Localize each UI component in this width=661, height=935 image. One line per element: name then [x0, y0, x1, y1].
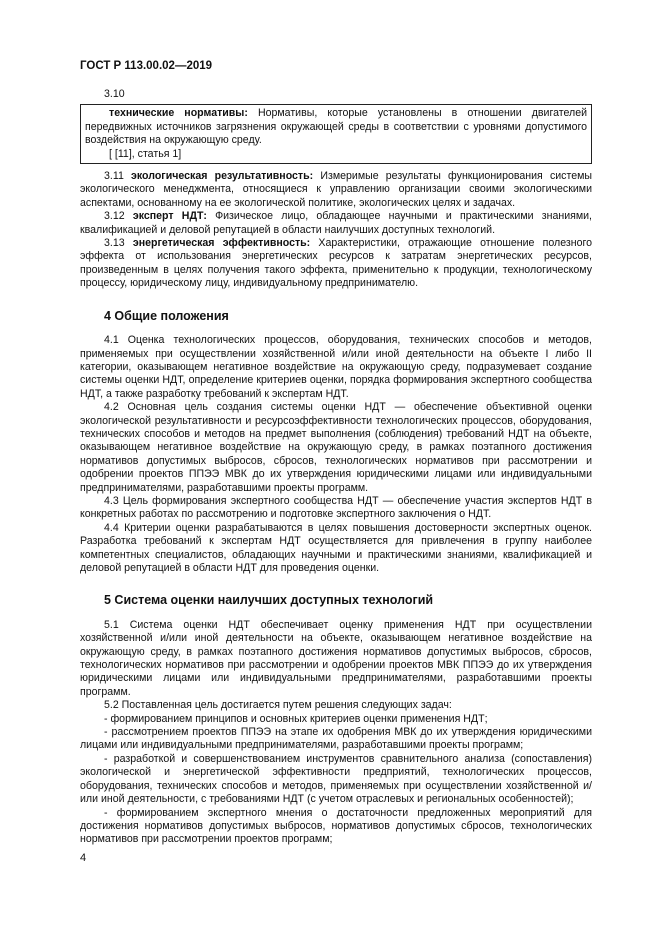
term-3-10-definition: Нормативы, которые установлены в отношении двигателей передвижных источников загрязнения окружающей среды в соответствии с уровнями допустимого воздействия на окружающую среду. — [85, 107, 588, 147]
section-5-paragraph: 5.1 Система оценки НДТ обеспечивает оценку применения НДТ при осуществлении хозяйственной и/или иной деятельности на объекте, оказывающем негативное воздействие на окружающую среду, в рамках поэтапного достижения нормативов допустимых выбросов, сбросов, технологических нормативов при рассмотрении и одобрении проектов МВК ППЭЭ до их утверждения юридическими лицами или индивидуальными предпринимателями, разработавшими проекты программ. — [80, 618, 592, 698]
term-3-11-definition: Измеримые результаты функционирования системы экологического менеджмента, относящиеся к управлению организации своими экологическими аспектами, основанному на ее экологической политике, экологических целях и задачах. — [80, 170, 592, 209]
section-4-title: 4 Общие положения — [104, 308, 229, 323]
section-4-paragraph: 4.1 Оценка технологических процессов, оборудования, технических способов и методов, применяемых при осуществлении хозяйственной и/или иной деятельности на объекте I либо II категории, оказывающем негативное воздействие на окружающую среду, подразумевает создание системы оценки НДТ, определение критериев оценки, порядка формирования экспертного сообщества НДТ, а также разработку требований к экспертам НДТ. — [80, 334, 592, 400]
term-3-12-number: 3.12 — [104, 210, 125, 223]
section-4-paragraph: 4.4 Критерии оценки разрабатываются в целях повышения достоверности экспертных оценок. Разработка требований к экспертам НДТ осуществляется для привлечения в группу наиболее компетентных специалистов, обладающих научными и практическими знаниями, квалификацией и деловой репутацией в области НДТ для проведения оценки. — [80, 521, 592, 574]
document-header: ГОСТ Р 113.00.02—2019 — [80, 60, 213, 72]
term-3-11-term: экологическая результативность: — [131, 170, 314, 183]
term-3-10-box — [80, 104, 592, 164]
task-list-item: - формированием экспертного мнения о достаточности предложенных мероприятий для достижения нормативов допустимых выбросов, нормативов допустимых сбросов, технологических нормативов при рассмотрении проектов программ; — [80, 806, 592, 846]
task-list-item: - рассмотрением проектов ППЭЭ на этапе их одобрения МВК до их утверждения юридическими лицами или индивидуальными предпринимателями, разработавшими проекты программ; — [80, 726, 592, 752]
section-5-paragraph: 5.2 Поставленная цель достигается путем решения следующих задач: — [104, 699, 452, 712]
term-3-13-paragraph — [80, 237, 592, 291]
term-3-12-definition: Физическое лицо, обладающее научными и практическими знаниями, квалификацией и деловой репутацией в области наилучших доступных технологий. — [80, 210, 592, 236]
term-3-10-number: 3.10 — [104, 88, 125, 100]
term-3-10-paragraph — [85, 107, 587, 147]
task-list-item: - формированием принципов и основных критериев оценки применения НДТ; — [104, 712, 488, 725]
term-3-10-term: технические нормативы: — [109, 107, 248, 120]
term-3-11-number: 3.11 — [104, 170, 124, 183]
section-4-paragraph: 4.2 Основная цель создания системы оценки НДТ — обеспечение объективной оценки экологической результативности и ресурсоэффективности технологических процессов, оборудования, технических способов и методов на предмет выполнения (соблюдения) требований НДТ на объекте, оказывающем негативное воздействие на окружающую среду, в рамках поэтапного достижения нормативов допустимых выбросов, сбросов, технологических нормативов при рассмотрении и одобрении проектов ППЭЭ МВК до их утверждения юридическими лицами или индивидуальными предпринимателями, разработавшими проекты программ. — [80, 401, 592, 494]
task-list-item: - разработкой и совершенствованием инструментов сравнительного анализа (сопоставления) экологической и энергетической эффективности предприятий, технологических процессов, оборудования, технических способов и методов, применяемых при осуществлении хозяйственной и/или иной деятельности, с требованиями НДТ (с учетом отраслевых и региональных особенностей); — [80, 752, 592, 806]
term-3-12-paragraph — [80, 210, 592, 237]
section-5-title: 5 Система оценки наилучших доступных технологий — [104, 593, 434, 608]
term-3-11-paragraph — [80, 170, 592, 210]
page-content — [80, 88, 592, 847]
term-3-13-term: энергетическая эффективность: — [132, 237, 311, 250]
term-3-10-source: [ [11], статья 1] — [109, 147, 182, 160]
section-4-paragraph: 4.3 Цель формирования экспертного сообщества НДТ — обеспечение участия экспертов НДТ в конкретных работах по рассмотрению и подготовке экспертного заключения о НДТ. — [80, 494, 592, 521]
page-number: 4 — [80, 852, 87, 864]
term-3-13-definition: Характеристики, отражающие отношение полезного эффекта от использования энергетических ресурсов к затратам энергетических ресурсов, произведенным в целях получения такого эффекта, применительно к продукции, технологическому процессу, юридическому лицу, индивидуальному предпринимателю. — [80, 237, 592, 290]
term-3-13-number: 3.13 — [104, 237, 125, 250]
term-3-12-term: эксперт НДТ: — [132, 210, 207, 223]
